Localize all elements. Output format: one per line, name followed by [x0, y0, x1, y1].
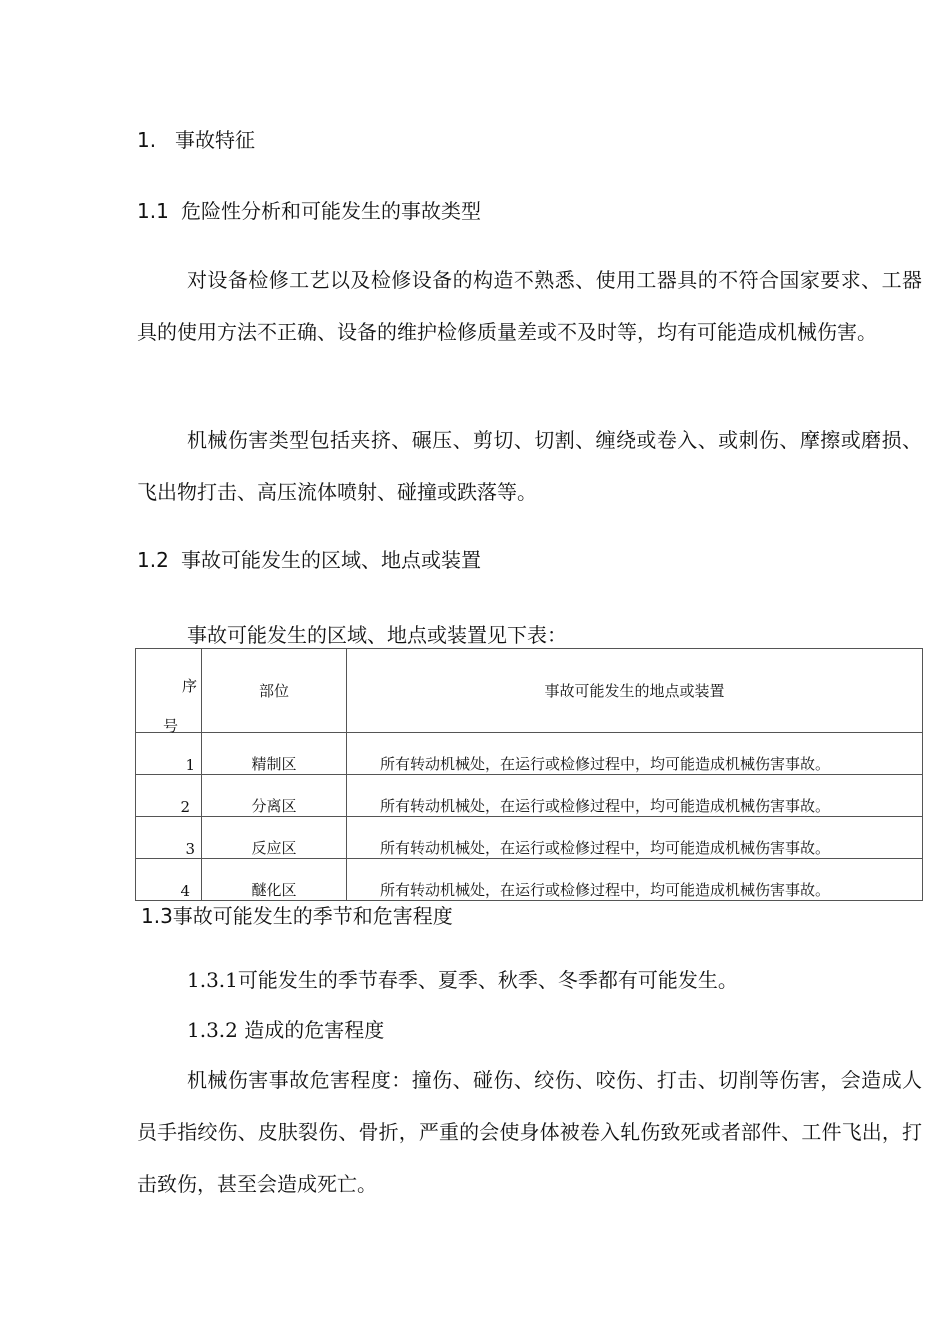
accident-location-table	[135, 648, 923, 901]
section-heading-1-3: 1.3事故可能发生的季节和危害程度	[141, 904, 453, 928]
row-part: 分离区	[202, 775, 347, 817]
row-part: 反应区	[202, 817, 347, 859]
section-number: 1.	[137, 128, 157, 152]
table-row	[136, 733, 923, 775]
table-row	[136, 817, 923, 859]
section-number: 1.1	[137, 199, 169, 223]
row-part: 醚化区	[202, 859, 347, 901]
section-title: 危险性分析和可能发生的事故类型	[181, 199, 481, 223]
header-location: 事故可能发生的地点或装置	[347, 649, 923, 733]
row-no: 1	[136, 733, 202, 775]
table-row	[136, 775, 923, 817]
section-title: 事故可能发生的区域、地点或装置	[181, 548, 481, 572]
row-no: 2	[136, 775, 202, 817]
row-no: 4	[136, 859, 202, 901]
table-intro: 事故可能发生的区域、地点或装置见下表：	[187, 623, 567, 647]
header-no-char-1: 序	[181, 677, 197, 695]
table-row	[136, 859, 923, 901]
section-heading-1-2	[137, 548, 481, 572]
row-location: 所有转动机械处，在运行或检修过程中，均可能造成机械伤害事故。	[347, 775, 923, 817]
table-header-row	[136, 649, 923, 733]
section-number: 1.2	[137, 548, 169, 572]
paragraph-season: 1.3.1可能发生的季节春季、夏季、秋季、冬季都有可能发生。	[187, 968, 738, 992]
header-no	[136, 649, 202, 733]
row-location: 所有转动机械处，在运行或检修过程中，均可能造成机械伤害事故。	[347, 733, 923, 775]
row-no: 3	[136, 817, 202, 859]
section-heading-1	[137, 128, 255, 152]
row-part: 精制区	[202, 733, 347, 775]
row-location: 所有转动机械处，在运行或检修过程中，均可能造成机械伤害事故。	[347, 859, 923, 901]
paragraph-causes: 对设备检修工艺以及检修设备的构造不熟悉、使用工器具的不符合国家要求、工器具的使用方法不正确、设备的维护检修质量差或不及时等，均有可能造成机械伤害。	[137, 268, 922, 344]
paragraph-harm-heading: 1.3.2 造成的危害程度	[187, 1018, 385, 1042]
header-part: 部位	[202, 649, 347, 733]
section-title: 事故特征	[175, 128, 255, 152]
paragraph-injury-types: 机械伤害类型包括夹挤、碾压、剪切、切割、缠绕或卷入、或刺伤、摩擦或磨损、飞出物打击、高压流体喷射、碰撞或跌落等。	[137, 428, 922, 504]
paragraph-harm-degree: 机械伤害事故危害程度：撞伤、碰伤、绞伤、咬伤、打击、切削等伤害，会造成人员手指绞伤、皮肤裂伤、骨折，严重的会使身体被卷入轧伤致死或者部件、工件飞出，打击致伤，甚至会造成死亡。	[137, 1068, 922, 1196]
row-location: 所有转动机械处，在运行或检修过程中，均可能造成机械伤害事故。	[347, 817, 923, 859]
header-no-char-2: 号	[163, 717, 179, 735]
section-heading-1-1	[137, 199, 481, 223]
